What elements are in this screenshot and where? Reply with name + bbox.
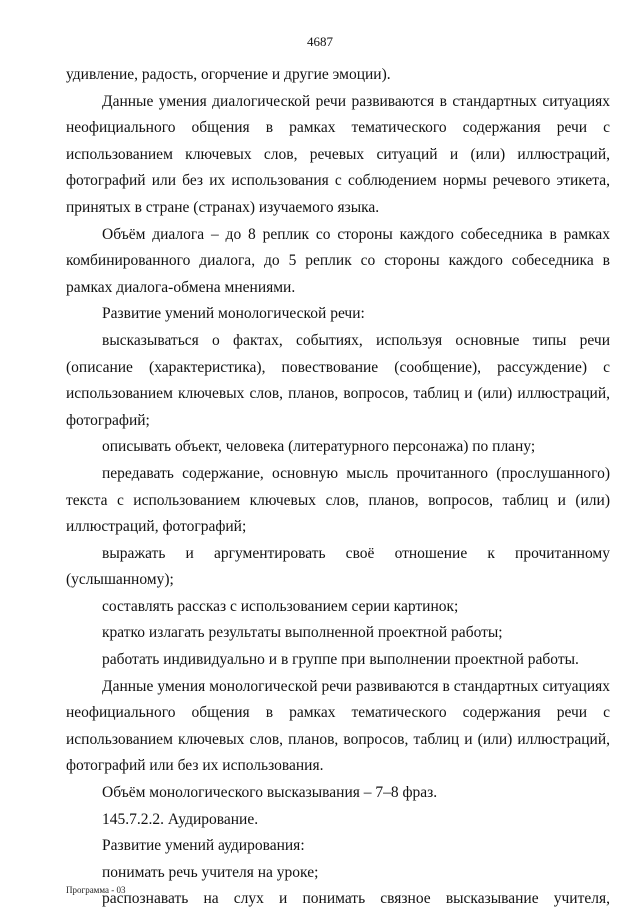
- paragraph: Данные умения диалогической речи развиваются в стандартных ситуациях неофициального общения в рамках тематического содержания речи с использованием ключевых слов, речевых ситуаций и (или) иллюстраций, фотографий или без их использования с соблюдением нормы речевого этикета, принятых в стране (странах) изучаемого языка.: [66, 92, 610, 216]
- paragraph: Данные умения монологической речи развиваются в стандартных ситуациях неофициального общения в рамках тематического содержания речи с использованием ключевых слов, планов, вопросов, таблиц и (или) иллюстраций, фотографий или без их использования.: [66, 677, 610, 775]
- paragraph: распознавать на слух и понимать связное высказывание учителя,: [102, 890, 610, 908]
- paragraph: удивление, радость, огорчение и другие эмоции).: [66, 66, 391, 83]
- paragraph: выражать и аргументировать своё отношение к прочитанному (услышанному);: [66, 544, 610, 589]
- paragraph: Развитие умений аудирования:: [102, 837, 305, 855]
- paragraph: передавать содержание, основную мысль прочитанного (прослушанного) текста с использованием ключевых слов, планов, вопросов, таблиц и (или) иллюстраций, фотографий;: [66, 464, 610, 536]
- paragraph: составлять рассказ с использованием серии картинок;: [102, 597, 459, 615]
- paragraph: понимать речь учителя на уроке;: [102, 863, 319, 881]
- paragraph: высказываться о фактах, событиях, используя основные типы речи (описание (характеристика), повествование (сообщение), рассуждение) с использованием ключевых слов, планов, вопросов, таблиц и (или) иллюстраций, фотографий;: [66, 331, 610, 429]
- paragraph: кратко излагать результаты выполненной проектной работы;: [102, 624, 503, 642]
- page-number: 4687: [307, 34, 333, 49]
- paragraph: Развитие умений монологической речи:: [102, 305, 365, 323]
- page-footer: Программа - 03: [66, 885, 126, 895]
- paragraph: Объём монологического высказывания – 7–8 фраз.: [102, 784, 438, 802]
- section-heading: 145.7.2.2. Аудирование.: [102, 810, 259, 828]
- paragraph: описывать объект, человека (литературного персонажа) по плану;: [102, 438, 536, 456]
- paragraph: Объём диалога – до 8 реплик со стороны каждого собеседника в рамках комбинированного диалога, до 5 реплик со стороны каждого собеседника в рамках диалога-обмена мнениями.: [66, 225, 610, 296]
- body-text: [66, 62, 610, 913]
- paragraph: работать индивидуально и в группе при выполнении проектной работы.: [102, 651, 579, 669]
